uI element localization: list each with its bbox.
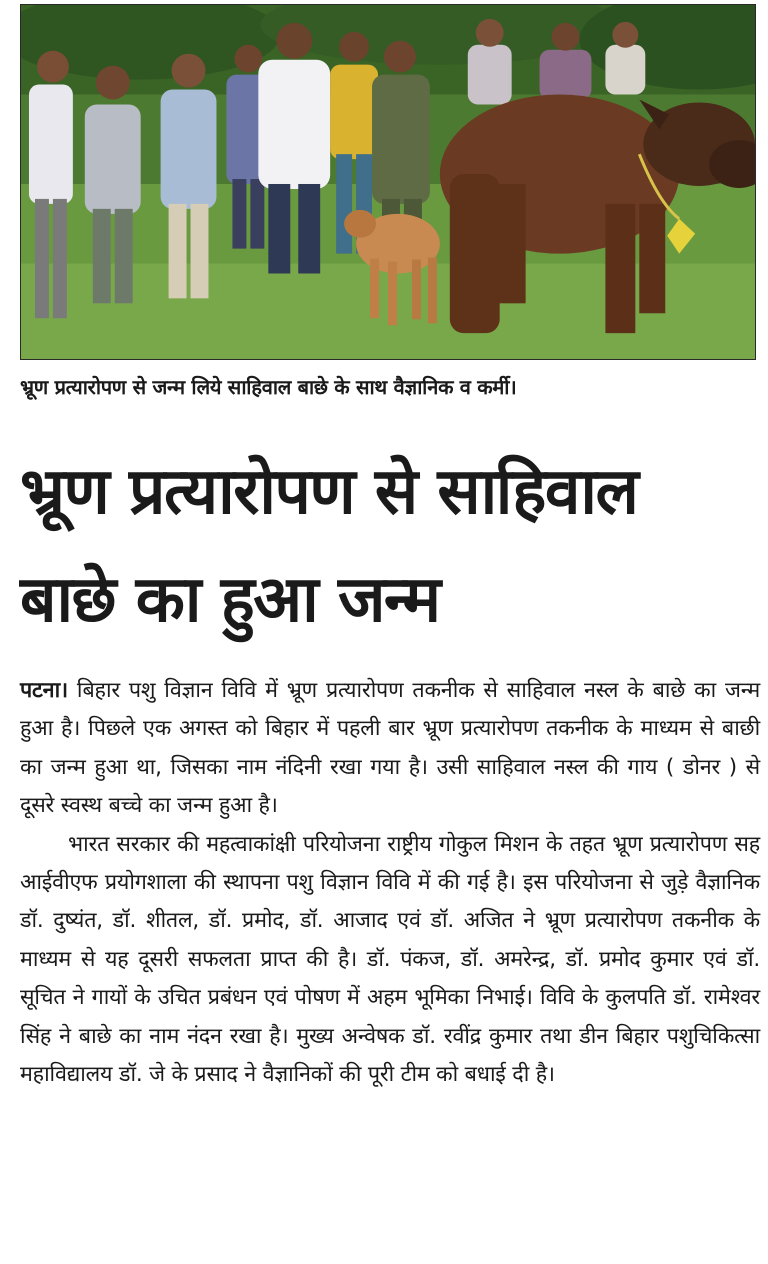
dateline: पटना। [20, 678, 68, 703]
headline [20, 438, 760, 654]
headline-line-2: बाछे का हुआ जन्म [20, 563, 440, 637]
photo-scientists-cow-calf-icon [21, 5, 755, 359]
headline-line-1: भ्रूण प्रत्यारोपण से साहिवाल [20, 455, 638, 529]
article-paragraph-1 [20, 672, 760, 826]
photo-caption: भ्रूण प्रत्यारोपण से जन्म लिये साहिवाल बाछे के साथ वैज्ञानिक व कर्मी। [20, 375, 517, 399]
article-paragraph-2: भारत सरकार की महत्वाकांक्षी परियोजना राष्ट्रीय गोकुल मिशन के तहत भ्रूण प्रत्यारोपण सह आईवीएफ प्रयोगशाला की स्थापना पशु विज्ञान विवि में की गई है। इस परियोजना से जुड़े वैज्ञानिक डॉ. दुष्यंत, डॉ. शीतल, डॉ. प्रमोद, डॉ. आजाद एवं डॉ. अजित ने भ्रूण प्रत्यारोपण तकनीक के माध्यम से यह दूसरी सफलता प्राप्त की है। डॉ. पंकज, डॉ. अमरेन्द्र, डॉ. प्रमोद कुमार एवं डॉ. सूचित ने गायों के उचित प्रबंधन एवं पोषण में अहम भूमिका निभाई। विवि के कुलपति डॉ. रामेश्वर सिंह ने बाछे का नाम नंदन रखा है। मुख्य अन्वेषक डॉ. रवींद्र कुमार तथा डीन बिहार पशुचिकित्सा महाविद्यालय डॉ. जे के प्रसाद ने वैज्ञानिकों की पूरी टीम को बधाई दी है। [20, 831, 760, 1088]
article-body [20, 672, 760, 1094]
news-photo [20, 4, 756, 360]
paragraph-1-text: बिहार पशु विज्ञान विवि में भ्रूण प्रत्यारोपण तकनीक से साहिवाल नस्ल के बाछे का जन्म हुआ है। पिछले एक अगस्त को बिहार में पहली बार भ्रूण प्रत्यारोपण तकनीक के माध्यम से बाछी का जन्म हुआ था, जिसका नाम नंदिनी रखा गया है। उसी साहिवाल नस्ल की गाय ( डोनर ) से दूसरे स्वस्थ बच्चे का जन्म हुआ है। [20, 678, 760, 819]
